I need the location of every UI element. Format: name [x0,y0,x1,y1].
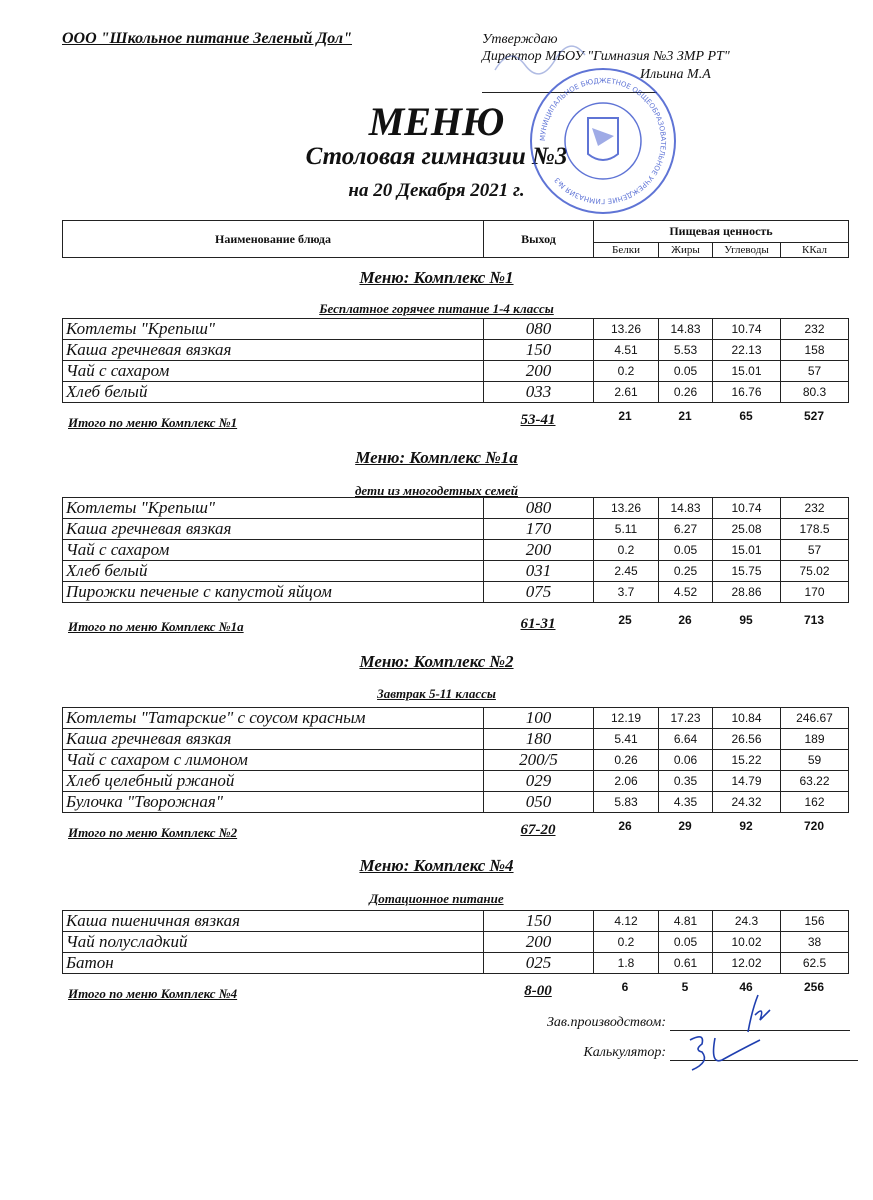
total-price: 67-20 [520,822,556,838]
total-kcal: 256 [803,980,825,994]
total-fat: 21 [678,409,692,423]
dish-output: 075 [484,582,594,603]
dish-fat: 4.81 [659,911,713,932]
dish-fat: 6.27 [659,519,713,540]
dish-table [62,707,849,813]
approval-name: Ильина М.А [640,67,711,82]
dish-fat: 0.05 [659,932,713,953]
section-subtitle: Завтрак 5-11 классы [377,686,496,701]
table-row [63,708,849,729]
table-row [63,361,849,382]
dish-protein: 2.45 [594,561,659,582]
total-price: 53-41 [520,412,556,428]
total-carbs: 95 [739,613,753,627]
dish-kcal: 232 [781,319,849,340]
section-subtitle: дети из многодетных семей [354,483,519,498]
total-protein: 6 [621,980,629,994]
dish-name: Каша пшеничная вязкая [63,911,484,932]
dish-output: 200 [484,361,594,382]
dish-kcal: 232 [781,498,849,519]
dish-carbs: 10.74 [713,319,781,340]
dish-kcal: 38 [781,932,849,953]
dish-fat: 6.64 [659,729,713,750]
dish-carbs: 25.08 [713,519,781,540]
dish-kcal: 75.02 [781,561,849,582]
dish-protein: 0.2 [594,361,659,382]
approval-position: Директор МБОУ "Гимназия №3 ЗМР РТ" [482,49,730,64]
total-price: 8-00 [524,983,552,999]
table-row [63,771,849,792]
calculator-signature [680,1030,770,1075]
column-nutrition: Пищевая ценность [594,221,849,243]
dish-carbs: 15.22 [713,750,781,771]
dish-carbs: 28.86 [713,582,781,603]
dish-carbs: 10.74 [713,498,781,519]
approval-label: Утверждаю [482,32,558,47]
dish-carbs: 24.32 [713,792,781,813]
calculator-label: Калькулятор: [583,1045,666,1060]
dish-output: 200/5 [484,750,594,771]
table-row [63,582,849,603]
dish-protein: 2.06 [594,771,659,792]
dish-name: Хлеб белый [63,382,484,403]
total-label: Итого по меню Комплекс №2 [68,825,238,840]
dish-output: 050 [484,792,594,813]
dish-output: 029 [484,771,594,792]
section-title: Меню: Комплекс №2 [359,652,514,671]
column-output: Выход [484,221,594,258]
dish-name: Батон [63,953,484,974]
dish-carbs: 16.76 [713,382,781,403]
dish-carbs: 22.13 [713,340,781,361]
dish-protein: 0.26 [594,750,659,771]
dish-table [62,318,849,403]
dish-name: Котлеты "Татарские" с соусом красным [63,708,484,729]
total-fat: 26 [678,613,692,627]
table-row [63,382,849,403]
dish-table [62,497,849,603]
dish-name: Пирожки печеные с капустой яйцом [63,582,484,603]
organization-name: ООО "Школьное питание Зеленый Дол" [62,30,352,47]
column-kcal: ККал [781,243,849,258]
dish-fat: 0.05 [659,540,713,561]
section-subtitle: Бесплатное горячее питание 1-4 классы [319,301,554,316]
column-dish-name: Наименование блюда [63,221,484,258]
dish-fat: 0.35 [659,771,713,792]
dish-fat: 0.25 [659,561,713,582]
dish-carbs: 10.84 [713,708,781,729]
dish-kcal: 62.5 [781,953,849,974]
table-row [63,911,849,932]
dish-fat: 0.06 [659,750,713,771]
dish-output: 025 [484,953,594,974]
dish-name: Котлеты "Крепыш" [63,498,484,519]
dish-protein: 1.8 [594,953,659,974]
table-row [63,561,849,582]
dish-protein: 0.2 [594,540,659,561]
production-head-signature [720,990,790,1035]
total-label: Итого по меню Комплекс №1а [68,619,244,634]
director-signature [490,40,590,80]
dish-carbs: 24.3 [713,911,781,932]
dish-carbs: 15.01 [713,540,781,561]
dish-output: 200 [484,932,594,953]
dish-kcal: 57 [781,540,849,561]
section-subtitle: Дотационное питание [369,891,504,906]
dish-output: 180 [484,729,594,750]
total-carbs: 46 [739,980,753,994]
dish-kcal: 63.22 [781,771,849,792]
total-kcal: 527 [803,409,825,423]
total-label: Итого по меню Комплекс №4 [68,986,238,1001]
dish-carbs: 12.02 [713,953,781,974]
total-label: Итого по меню Комплекс №1 [68,415,238,430]
total-protein: 25 [618,613,632,627]
dish-protein: 4.12 [594,911,659,932]
dish-kcal: 57 [781,361,849,382]
dish-name: Чай с сахаром с лимоном [63,750,484,771]
table-row [63,729,849,750]
dish-protein: 5.41 [594,729,659,750]
dish-protein: 0.2 [594,932,659,953]
dish-fat: 14.83 [659,498,713,519]
dish-name: Булочка "Творожная" [63,792,484,813]
dish-carbs: 26.56 [713,729,781,750]
table-row [63,498,849,519]
dish-protein: 13.26 [594,319,659,340]
section-title: Меню: Комплекс №1а [355,448,518,467]
dish-name: Котлеты "Крепыш" [63,319,484,340]
dish-name: Чай полусладкий [63,932,484,953]
dish-name: Каша гречневая вязкая [63,340,484,361]
section-title: Меню: Комплекс №1 [359,268,514,287]
dish-output: 150 [484,911,594,932]
dish-kcal: 246.67 [781,708,849,729]
dish-kcal: 178.5 [781,519,849,540]
dish-protein: 13.26 [594,498,659,519]
dish-fat: 4.35 [659,792,713,813]
total-protein: 26 [618,819,632,833]
total-kcal: 713 [803,613,825,627]
column-protein: Белки [594,243,659,258]
dish-output: 033 [484,382,594,403]
total-carbs: 65 [739,409,753,423]
total-price: 61-31 [520,616,556,632]
dish-protein: 12.19 [594,708,659,729]
dish-kcal: 189 [781,729,849,750]
dish-kcal: 170 [781,582,849,603]
dish-protein: 4.51 [594,340,659,361]
dish-kcal: 158 [781,340,849,361]
table-row [63,519,849,540]
dish-name: Хлеб белый [63,561,484,582]
dish-output: 150 [484,340,594,361]
table-row [63,340,849,361]
column-fat: Жиры [659,243,713,258]
dish-output: 031 [484,561,594,582]
total-kcal: 720 [803,819,825,833]
dish-protein: 2.61 [594,382,659,403]
dish-output: 170 [484,519,594,540]
table-row [63,792,849,813]
table-row [63,540,849,561]
total-fat: 5 [681,980,689,994]
column-carbs: Углеводы [713,243,781,258]
dish-name: Хлеб целебный ржаной [63,771,484,792]
section-total-row [62,409,848,430]
dish-protein: 5.11 [594,519,659,540]
dish-fat: 4.52 [659,582,713,603]
dish-table [62,910,849,974]
dish-output: 200 [484,540,594,561]
dish-output: 100 [484,708,594,729]
dish-output: 080 [484,498,594,519]
total-fat: 29 [678,819,692,833]
table-row [63,953,849,974]
dish-fat: 0.05 [659,361,713,382]
section-total-row [62,613,848,634]
official-stamp [528,66,678,216]
table-row [63,750,849,771]
dish-carbs: 10.02 [713,932,781,953]
dish-name: Чай с сахаром [63,361,484,382]
page-subtitle: Столовая гимназии №3 [305,143,568,170]
dish-output: 080 [484,319,594,340]
dish-carbs: 15.01 [713,361,781,382]
table-row [63,319,849,340]
dish-fat: 17.23 [659,708,713,729]
dish-protein: 3.7 [594,582,659,603]
total-carbs: 92 [739,819,753,833]
column-header-table [62,220,849,258]
dish-kcal: 162 [781,792,849,813]
dish-fat: 0.61 [659,953,713,974]
page-title: МЕНЮ [368,99,505,144]
dish-name: Каша гречневая вязкая [63,729,484,750]
dish-fat: 0.26 [659,382,713,403]
dish-protein: 5.83 [594,792,659,813]
dish-name: Каша гречневая вязкая [63,519,484,540]
svg-text:МУНИЦИПАЛЬНОЕ БЮДЖЕТНОЕ ОБЩЕОБ: МУНИЦИПАЛЬНОЕ БЮДЖЕТНОЕ ОБЩЕОБРАЗОВАТЕЛЬНОЕ УЧРЕЖДЕНИЕ ГИМНАЗИЯ №3 [538,76,668,206]
dish-name: Чай с сахаром [63,540,484,561]
section-total-row [62,819,848,840]
table-row [63,932,849,953]
dish-fat: 14.83 [659,319,713,340]
dish-carbs: 14.79 [713,771,781,792]
dish-kcal: 80.3 [781,382,849,403]
dish-carbs: 15.75 [713,561,781,582]
dish-kcal: 156 [781,911,849,932]
section-title: Меню: Комплекс №4 [359,856,514,875]
dish-fat: 5.53 [659,340,713,361]
dish-kcal: 59 [781,750,849,771]
production-head-label: Зав.производством: [546,1015,666,1030]
menu-date: на 20 Декабря 2021 г. [348,180,525,201]
total-protein: 21 [618,409,632,423]
